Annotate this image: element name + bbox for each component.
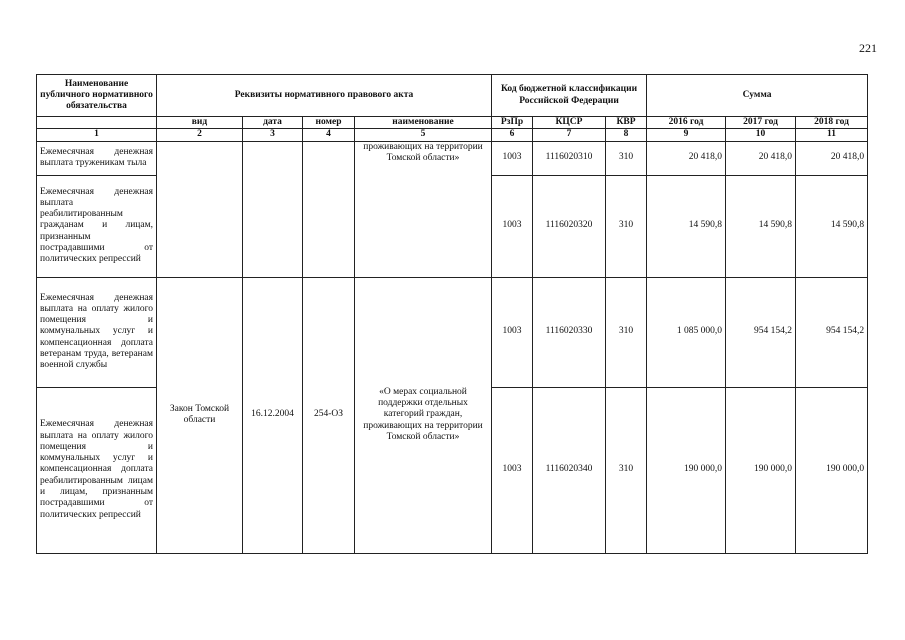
header-date: дата (243, 117, 303, 129)
col-number-8: 8 (606, 129, 647, 141)
law-name-continued: проживающих на территории Томской области» (355, 141, 492, 277)
col-number-9: 9 (647, 129, 726, 141)
header-kcsr: КЦСР (533, 117, 606, 129)
law-date-empty (243, 141, 303, 277)
page-number: 221 (859, 41, 877, 55)
rzpr-cell: 1003 (492, 141, 533, 175)
sum-2016-cell: 190 000,0 (647, 387, 726, 553)
kvr-cell: 310 (606, 141, 647, 175)
header-budget-code: Код бюджетной классификации Российской Федерации (492, 75, 647, 117)
sum-2016-cell: 1 085 000,0 (647, 277, 726, 387)
header-number: номер (303, 117, 355, 129)
law-name: «О мерах социальной поддержки отдельных категорий граждан, проживающих на территории Томской области» (355, 277, 492, 553)
col-number-6: 6 (492, 129, 533, 141)
sum-2018-cell: 20 418,0 (796, 141, 868, 175)
kvr-cell: 310 (606, 175, 647, 277)
obligation-name: Ежемесячная денежная выплата труженикам тыла (37, 141, 157, 175)
budget-obligations-table (36, 74, 868, 554)
sum-2016-cell: 14 590,8 (647, 175, 726, 277)
col-number-5: 5 (355, 129, 492, 141)
sum-2018-cell: 190 000,0 (796, 387, 868, 553)
law-vid-empty (157, 141, 243, 277)
kcsr-cell: 1116020330 (533, 277, 606, 387)
kcsr-cell: 1116020310 (533, 141, 606, 175)
law-number: 254-ОЗ (303, 277, 355, 553)
rzpr-cell: 1003 (492, 175, 533, 277)
sum-2018-cell: 14 590,8 (796, 175, 868, 277)
law-vid: Закон Томской области (157, 277, 243, 553)
sum-2017-cell: 20 418,0 (726, 141, 796, 175)
kvr-cell: 310 (606, 387, 647, 553)
header-obligation-cont (37, 117, 157, 129)
sum-2018-cell: 954 154,2 (796, 277, 868, 387)
header-2017: 2017 год (726, 117, 796, 129)
header-sum: Сумма (647, 75, 868, 117)
obligation-name: Ежемесячная денежная выплата на оплату жилого помещения и коммунальных услуг и компенсационная доплата реабилитированным лицам и лицам, признанным пострадавшими от политических репрессий (37, 387, 157, 553)
header-rzpr: РзПр (492, 117, 533, 129)
table-row (37, 277, 868, 387)
header-requisites: Реквизиты нормативного правового акта (157, 75, 492, 117)
header-obligation: Наименование публичного нормативного обязательства (37, 75, 157, 117)
law-date: 16.12.2004 (243, 277, 303, 553)
rzpr-cell: 1003 (492, 387, 533, 553)
rzpr-cell: 1003 (492, 277, 533, 387)
col-number-10: 10 (726, 129, 796, 141)
header-kvr: КВР (606, 117, 647, 129)
header-name: наименование (355, 117, 492, 129)
sum-2017-cell: 14 590,8 (726, 175, 796, 277)
obligation-name: Ежемесячная денежная выплата на оплату жилого помещения и коммунальных услуг и компенсационная доплата ветеранам труда, ветеранам военной службы (37, 277, 157, 387)
header-vid: вид (157, 117, 243, 129)
col-number-7: 7 (533, 129, 606, 141)
col-number-11: 11 (796, 129, 868, 141)
col-number-3: 3 (243, 129, 303, 141)
obligation-name: Ежемесячная денежная выплата реабилитированным гражданам и лицам, признанным пострадавшими от политических репрессий (37, 175, 157, 277)
kcsr-cell: 1116020340 (533, 387, 606, 553)
law-number-empty (303, 141, 355, 277)
kvr-cell: 310 (606, 277, 647, 387)
col-number-2: 2 (157, 129, 243, 141)
sum-2017-cell: 190 000,0 (726, 387, 796, 553)
col-number-4: 4 (303, 129, 355, 141)
table-row (37, 141, 868, 175)
kcsr-cell: 1116020320 (533, 175, 606, 277)
header-2018: 2018 год (796, 117, 868, 129)
col-number-1: 1 (37, 129, 157, 141)
sum-2017-cell: 954 154,2 (726, 277, 796, 387)
sum-2016-cell: 20 418,0 (647, 141, 726, 175)
header-2016: 2016 год (647, 117, 726, 129)
